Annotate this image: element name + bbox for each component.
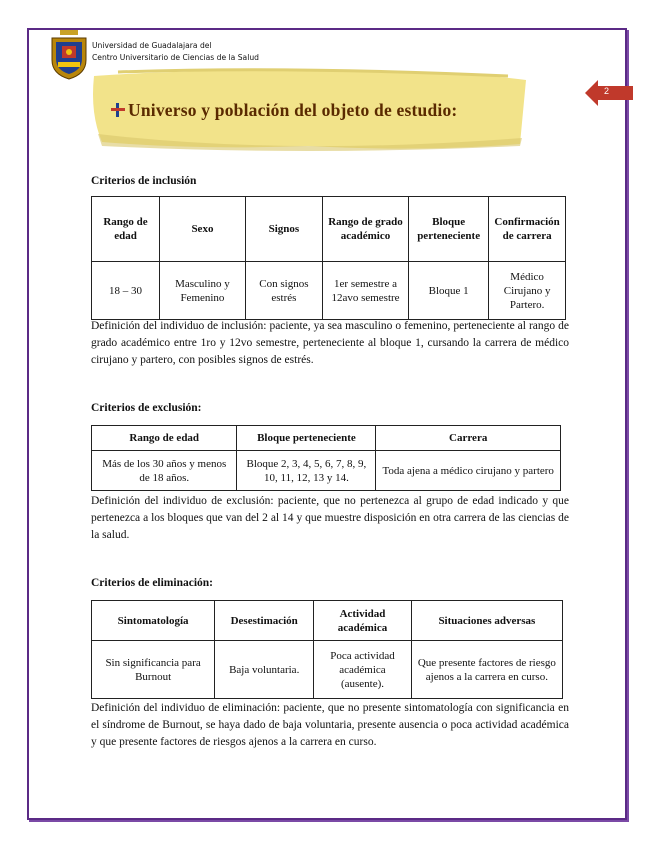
elimination-table (91, 600, 563, 699)
elimination-cell: Sin significancia para Burnout (92, 641, 215, 699)
university-line-1: Universidad de Guadalajara del (92, 41, 212, 50)
elimination-definition: Definición del individuo de eliminación: paciente, que no presente sintomatología con significancia en el síndrome de Burnout, se haya dado de baja voluntaria, presente ausencia o poca actividad académica y que presente factores de riesgos ajenos a la carrera en curso. (91, 702, 569, 748)
university-header (92, 40, 259, 64)
elimination-header-cell: Actividad académica (314, 601, 412, 641)
plus-arrow-icon (110, 102, 126, 118)
exclusion-header-cell: Bloque perteneciente (237, 426, 376, 451)
exclusion-header-cell: Rango de edad (92, 426, 237, 451)
elimination-cell: Baja voluntaria. (215, 641, 314, 699)
inclusion-heading: Criterios de inclusión (91, 175, 197, 187)
elimination-header-cell: Situaciones adversas (411, 601, 562, 641)
inclusion-cell: Bloque 1 (409, 262, 489, 320)
university-logo-icon (50, 30, 88, 80)
elimination-heading: Criterios de eliminación: (91, 577, 214, 589)
page-number: 2 (604, 86, 610, 96)
exclusion-definition: Definición del individuo de exclusión: paciente, que no pertenezca al grupo de edad indicado y que pertenezca a los bloques que van del 2 al 14 y que muestre disposición en otra carrera de las ciencias de la salud. (91, 495, 569, 541)
inclusion-cell: Con signos estrés (245, 262, 322, 320)
exclusion-heading: Criterios de exclusión: (91, 402, 202, 414)
exclusion-cell: Bloque 2, 3, 4, 5, 6, 7, 8, 9, 10, 11, 12, 13 y 14. (237, 451, 376, 491)
inclusion-header-cell: Sexo (160, 197, 246, 262)
elimination-cell: Poca actividad académica (ausente). (314, 641, 412, 699)
elimination-header-cell: Desestimación (215, 601, 314, 641)
elimination-cell: Que presente factores de riesgo ajenos a la carrera en curso. (411, 641, 562, 699)
inclusion-header-cell: Confirmación de carrera (489, 197, 566, 262)
page-title: Universo y población del objeto de estudio: (128, 100, 458, 120)
exclusion-header-cell: Carrera (376, 426, 561, 451)
inclusion-header-cell: Signos (245, 197, 322, 262)
university-line-2: Centro Universitario de Ciencias de la Salud (92, 53, 259, 62)
exclusion-cell: Toda ajena a médico cirujano y partero (376, 451, 561, 491)
inclusion-header-cell: Bloque perteneciente (409, 197, 489, 262)
inclusion-header-cell: Rango de edad (92, 197, 160, 262)
inclusion-cell: Masculino y Femenino (160, 262, 246, 320)
inclusion-cell: 18 – 30 (92, 262, 160, 320)
inclusion-cell: Médico Cirujano y Partero. (489, 262, 566, 320)
inclusion-cell: 1er semestre a 12avo semestre (322, 262, 408, 320)
exclusion-table (91, 425, 561, 491)
exclusion-cell: Más de los 30 años y menos de 18 años. (92, 451, 237, 491)
elimination-header-cell: Sintomatología (92, 601, 215, 641)
inclusion-definition: Definición del individuo de inclusión: paciente, ya sea masculino o femenino, perteneciente al rango de grado académico entre 1ro y 12vo semestre, perteneciente al bloque 1, cursando la carrera de médico cirujano y partero, con posibles signos de estrés. (91, 320, 569, 366)
inclusion-table (91, 196, 566, 320)
inclusion-header-cell: Rango de grado académico (322, 197, 408, 262)
